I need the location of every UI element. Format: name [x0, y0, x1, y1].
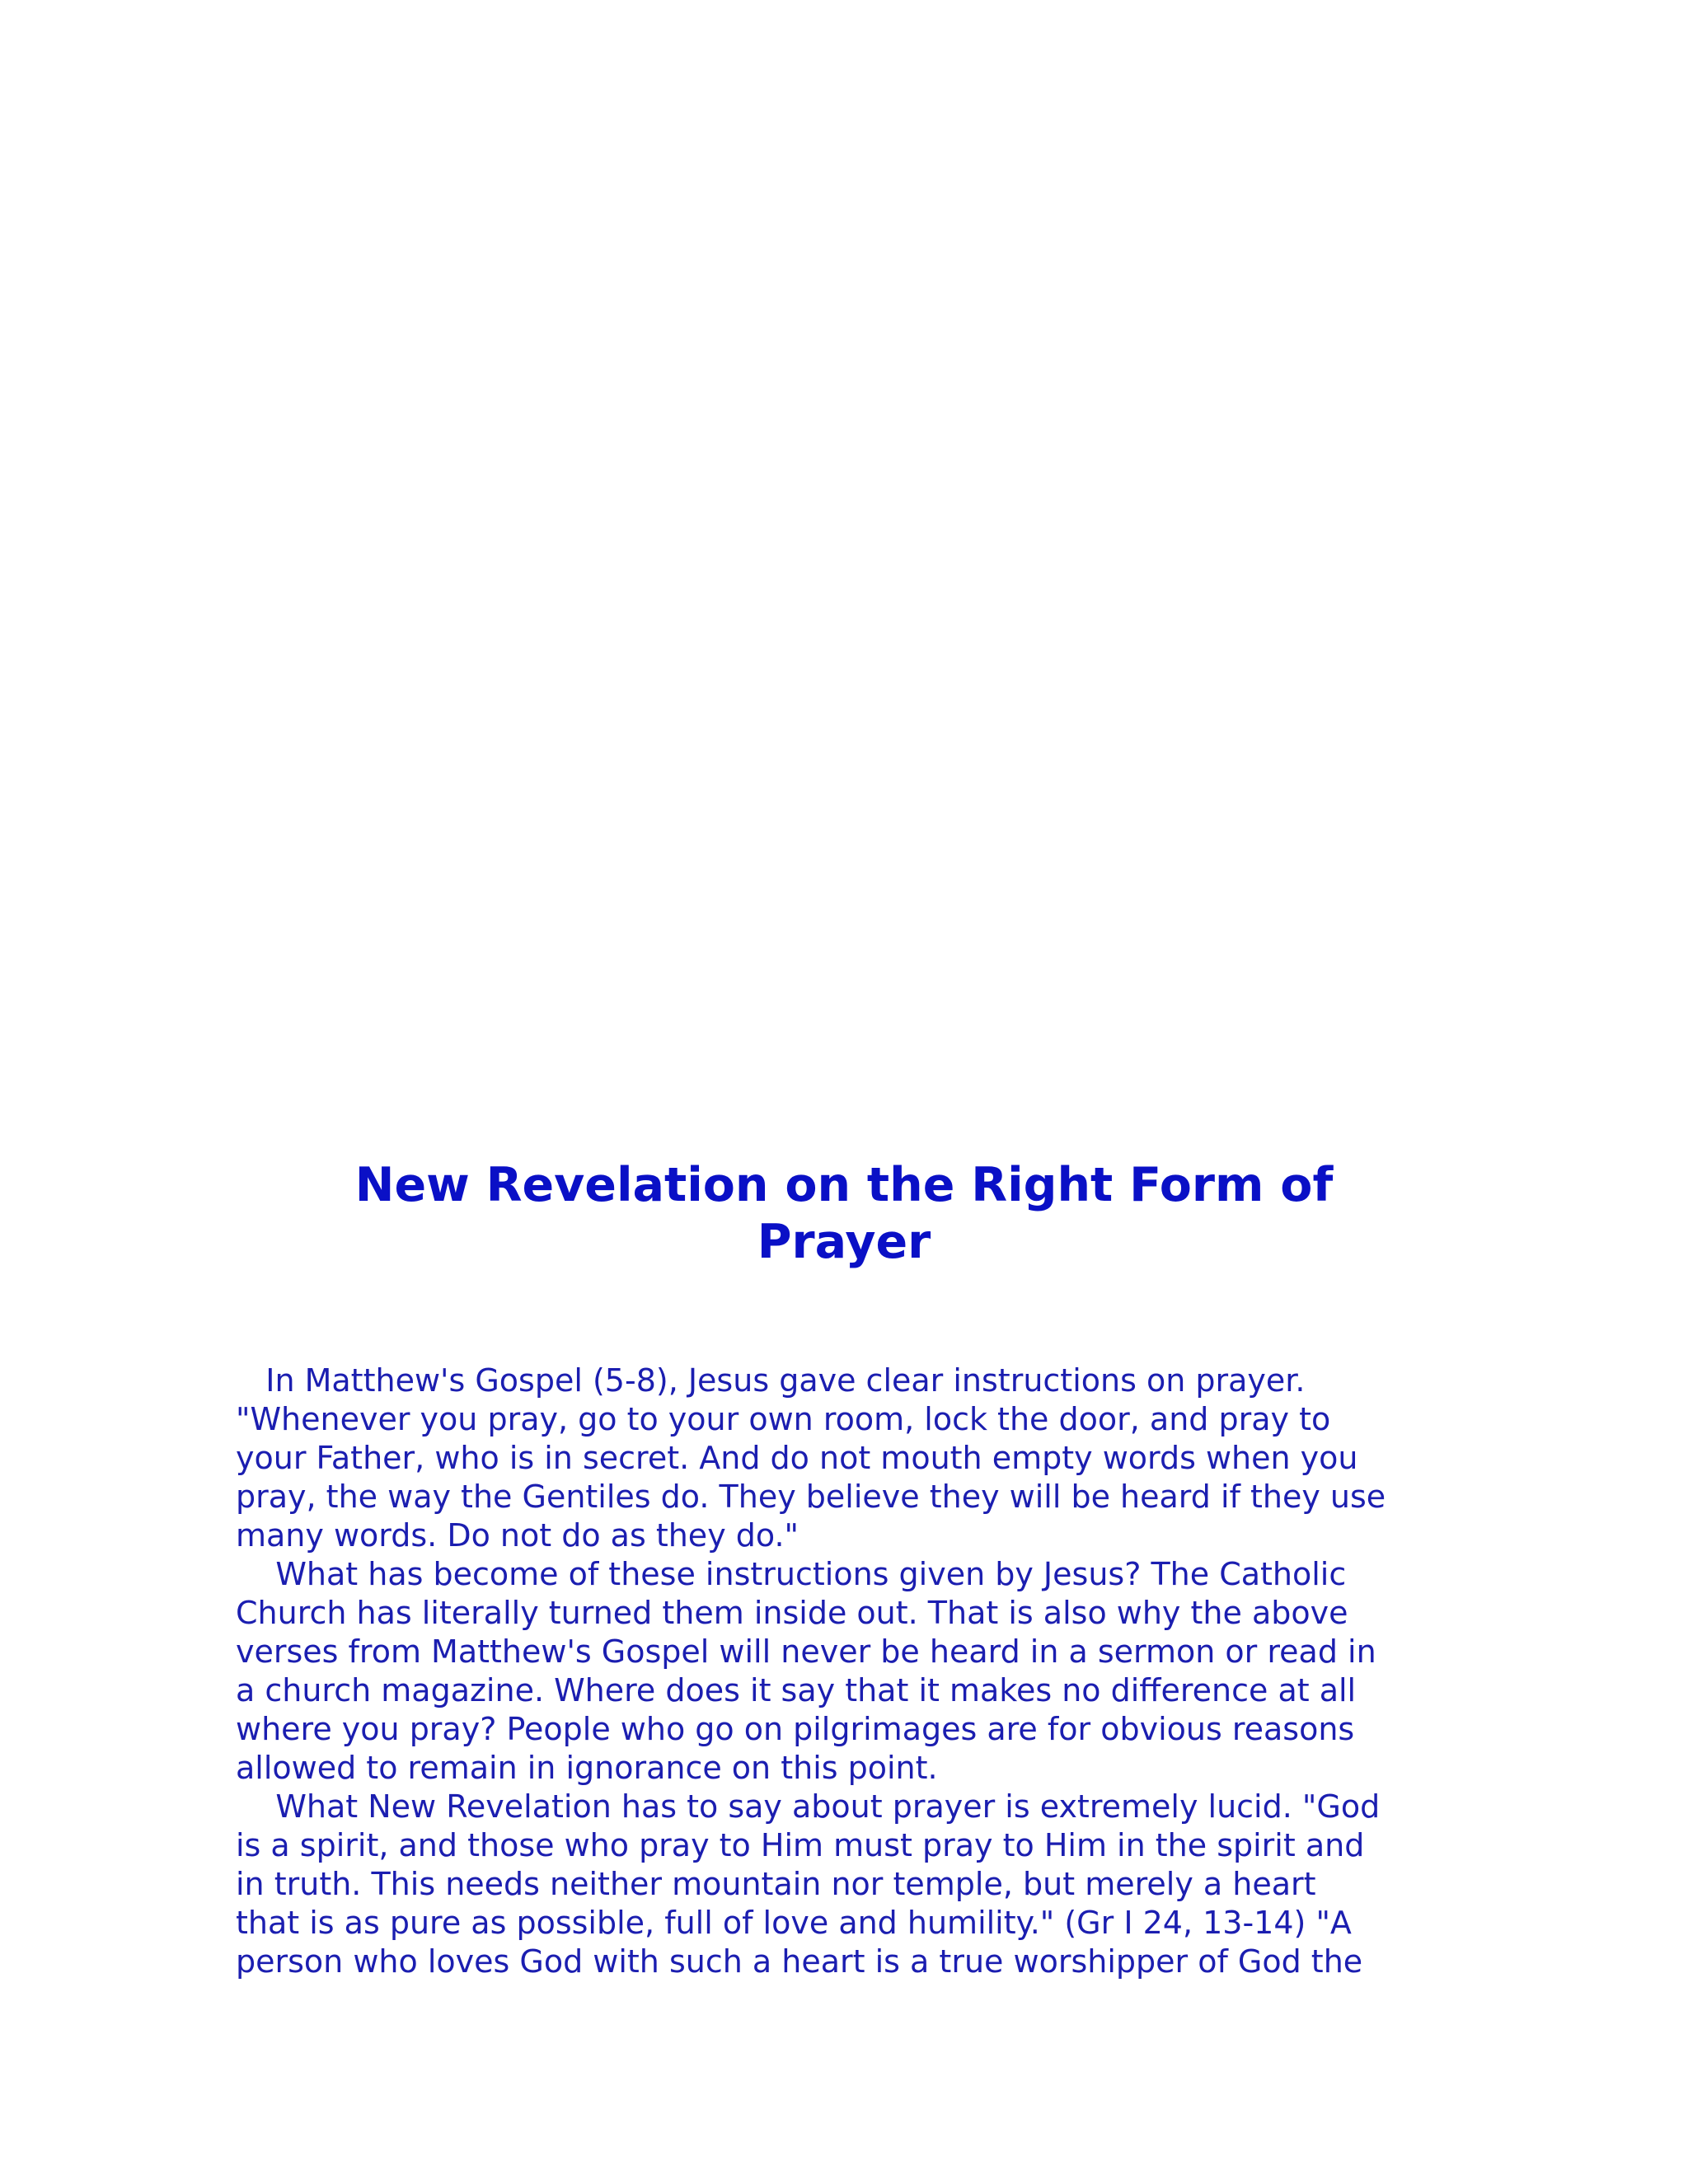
text-line: Church has literally turned them inside out. That is also why the above	[236, 1595, 1348, 1631]
title-line: New Revelation on the Right Form of	[354, 1158, 1334, 1212]
body-text	[236, 1361, 1489, 1981]
text-line: a church magazine. Where does it say that it makes no difference at all	[236, 1672, 1357, 1708]
text-line: "Whenever you pray, go to your own room, lock the door, and pray to	[236, 1401, 1331, 1437]
text-line: that is as pure as possible, full of love and humility." (Gr I 24, 13-14) "A	[236, 1905, 1352, 1941]
text-line: in truth. This needs neither mountain nor temple, but merely a heart	[236, 1866, 1316, 1902]
text-line: What has become of these instructions given by Jesus? The Catholic	[236, 1556, 1347, 1592]
document-title	[231, 1157, 1457, 1271]
text-line: allowed to remain in ignorance on this point.	[236, 1750, 938, 1786]
text-line: person who loves God with such a heart is a true worshipper of God the	[236, 1943, 1363, 1980]
text-line: What New Revelation has to say about prayer is extremely lucid. "God	[236, 1788, 1381, 1825]
text-line: many words. Do not do as they do."	[236, 1517, 799, 1554]
text-line: where you pray? People who go on pilgrimages are for obvious reasons	[236, 1711, 1355, 1747]
text-line: is a spirit, and those who pray to Him must pray to Him in the spirit and	[236, 1827, 1365, 1863]
text-line: your Father, who is in secret. And do not mouth empty words when you	[236, 1440, 1358, 1476]
text-line: verses from Matthew's Gospel will never be heard in a sermon or read in	[236, 1633, 1376, 1670]
text-line: In Matthew's Gospel (5-8), Jesus gave clear instructions on prayer.	[236, 1362, 1306, 1399]
title-line: Prayer	[757, 1215, 931, 1269]
text-line: pray, the way the Gentiles do. They believe they will be heard if they use	[236, 1479, 1386, 1515]
